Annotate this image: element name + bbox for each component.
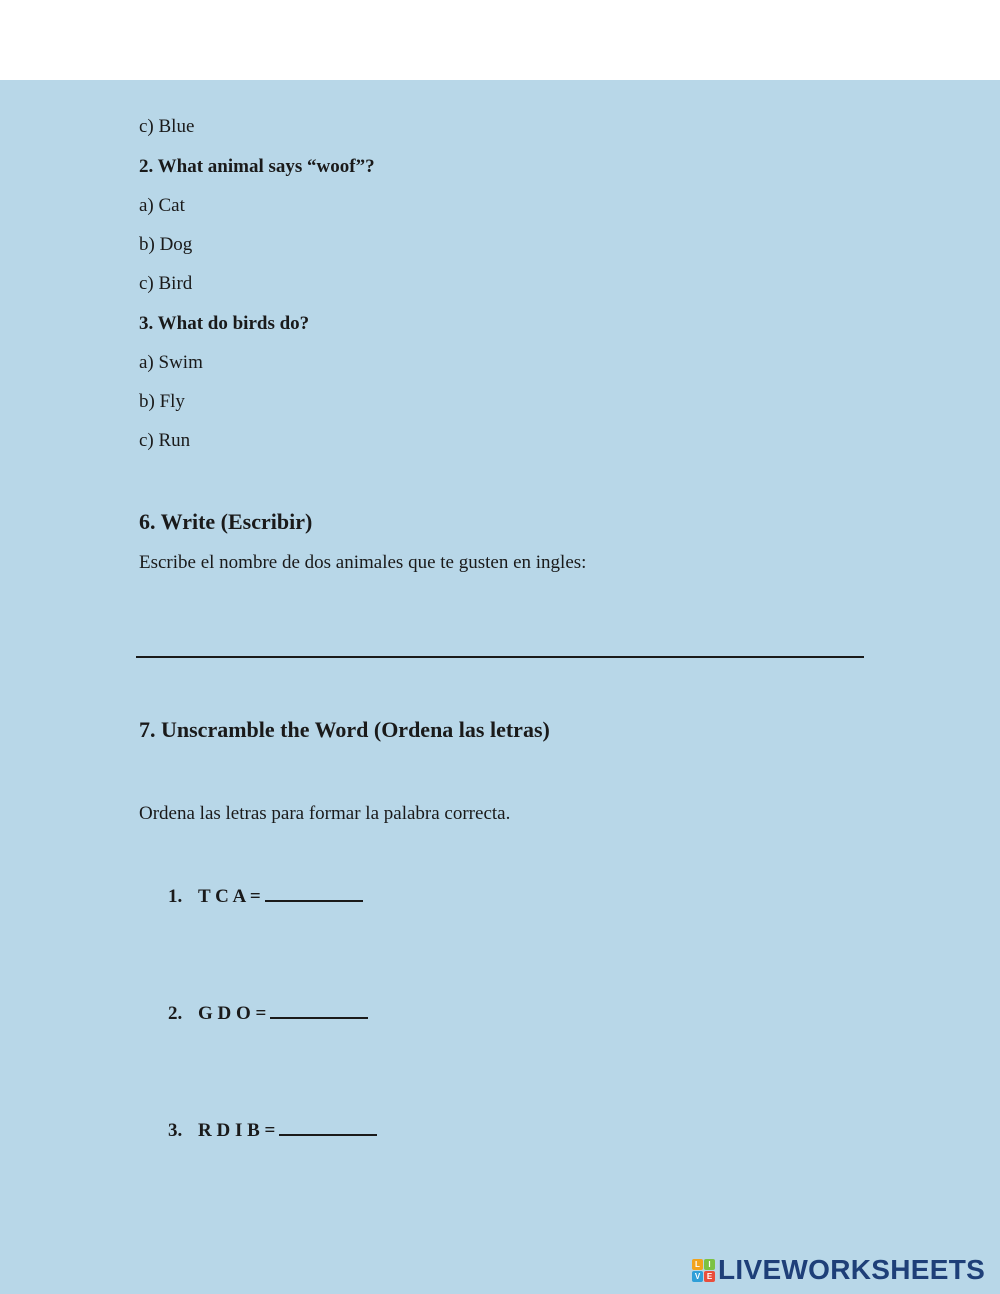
logo-mark-letter: I (704, 1259, 715, 1270)
item-number: 2. (168, 1003, 183, 1024)
answer-blank[interactable] (270, 999, 368, 1019)
q3-question: 3. What do birds do? (139, 313, 310, 334)
scrambled-letters: R D I B = (198, 1120, 276, 1141)
logo-mark-icon (692, 1259, 715, 1282)
answer-blank[interactable] (279, 1116, 377, 1136)
unscramble-instruction: Ordena las letras para formar la palabra correcta. (139, 803, 511, 824)
item-number: 1. (168, 886, 183, 907)
write-section-instruction: Escribe el nombre de dos animales que te gusten en ingles: (139, 552, 587, 573)
item-number: 3. (168, 1120, 183, 1141)
q2-option-c: c) Bird (139, 273, 193, 294)
write-section-heading: 6. Write (Escribir) (139, 509, 313, 534)
logo-wordmark: LIVEWORKSHEETS (718, 1254, 986, 1285)
unscramble-item-3 (168, 1116, 377, 1142)
q3-option-a: a) Swim (139, 352, 203, 373)
q2-option-b: b) Dog (139, 234, 193, 255)
worksheet-page (0, 80, 1000, 1294)
q2-question: 2. What animal says “woof”? (139, 156, 375, 177)
logo-mark-letter: L (692, 1259, 703, 1270)
q3-option-b: b) Fly (139, 391, 185, 412)
unscramble-item-1 (168, 882, 363, 908)
scrambled-letters: G D O = (198, 1003, 267, 1024)
liveworksheets-logo (692, 1255, 985, 1285)
logo-mark-letter: E (704, 1271, 715, 1282)
unscramble-item-2 (168, 999, 368, 1025)
q3-option-c: c) Run (139, 430, 191, 451)
unscramble-section-heading: 7. Unscramble the Word (Ordena las letras) (139, 717, 550, 742)
scrambled-letters: T C A = (198, 886, 261, 907)
q1-option-c: c) Blue (139, 116, 195, 137)
answer-blank[interactable] (265, 882, 363, 902)
q2-option-a: a) Cat (139, 195, 185, 216)
answer-line[interactable] (136, 656, 864, 658)
logo-mark-letter: V (692, 1271, 703, 1282)
top-white-strip (0, 0, 1000, 80)
